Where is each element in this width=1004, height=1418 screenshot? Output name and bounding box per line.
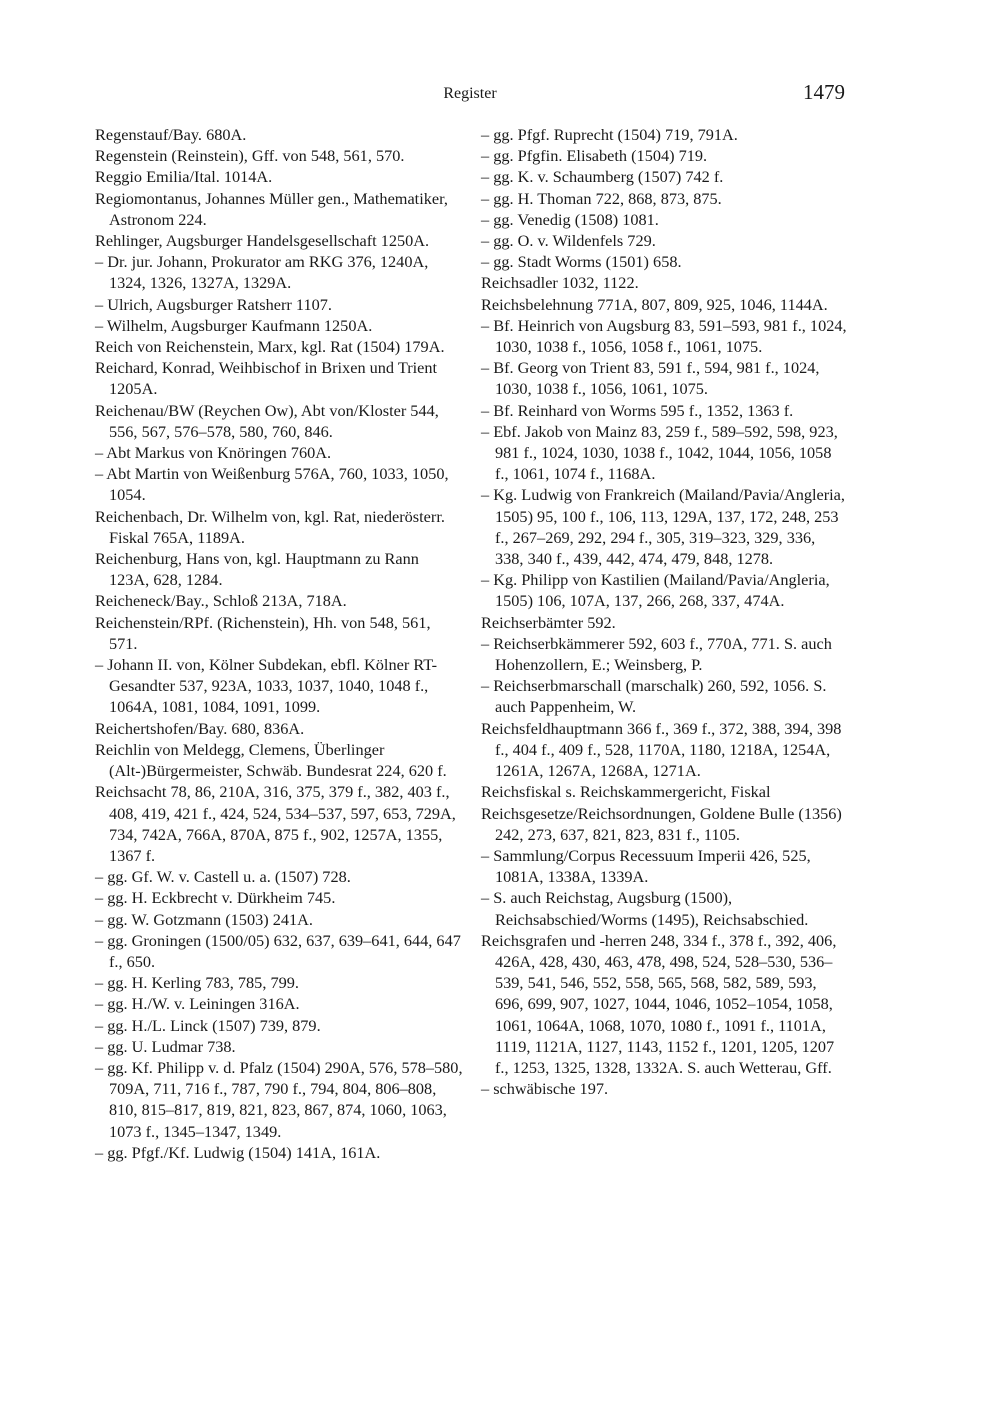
index-entry: – gg. Kf. Philipp v. d. Pfalz (1504) 290A, 576, 578–580, 709A, 711, 716 f., 787, 790 f., 794, 804, 806–808, 810, 815–817, 819, 821, 823, 867, 874, 1060, 1063, 1073 f., 1345–1347, 1349.	[95, 1057, 463, 1141]
index-entry: Reichserbämter 592.	[481, 612, 616, 632]
index-entry: – gg. Stadt Worms (1501) 658.	[481, 252, 682, 272]
running-title: Register	[443, 85, 497, 102]
index-entry: – Wilhelm, Augsburger Kaufmann 1250A.	[95, 315, 373, 335]
index-entry: – gg. Pfgf. Ruprecht (1504) 719, 791A.	[481, 125, 738, 144]
index-entry: – Abt Markus von Knöringen 760A.	[95, 443, 332, 463]
index-entry: – Bf. Reinhard von Worms 595 f., 1352, 1363 f.	[481, 400, 794, 420]
index-entry: Reichard, Konrad, Weihbischof in Brixen und Trient 1205A.	[95, 358, 438, 399]
index-entry: Reggio Emilia/Ital. 1014A.	[95, 167, 273, 187]
index-entry: Reichsfiskal s. Reichskammergericht, Fiskal	[481, 782, 771, 802]
index-column-right	[481, 124, 847, 1099]
index-entry: Reichsacht 78, 86, 210A, 316, 375, 379 f., 382, 403 f., 408, 419, 421 f., 424, 524, 534–537, 597, 653, 729A, 734, 742A, 766A, 870A, 875 f., 902, 1257A, 1355, 1367 f.	[95, 782, 456, 865]
index-entry: – Bf. Georg von Trient 83, 591 f., 594, 981 f., 1024, 1030, 1038 f., 1056, 1061, 1075.	[481, 358, 820, 399]
index-entry: Regenstauf/Bay. 680A.	[95, 125, 247, 144]
index-entry: – schwäbische 197.	[481, 1079, 609, 1099]
index-entry: – gg. O. v. Wildenfels 729.	[481, 231, 656, 251]
index-entry: – Kg. Philipp von Kastilien (Mailand/Pavia/Angleria, 1505) 106, 107A, 137, 266, 268, 337, 474A.	[481, 570, 830, 611]
index-entry: – Dr. jur. Johann, Prokurator am RKG 376, 1240A, 1324, 1326, 1327A, 1329A.	[95, 252, 429, 293]
index-entry: Regenstein (Reinstein), Gff. von 548, 561, 570.	[95, 146, 405, 166]
index-entry: – Reichserbmarschall (marschalk) 260, 592, 1056. S. auch Pappenheim, W.	[481, 676, 827, 717]
index-entry: Reichsadler 1032, 1122.	[481, 273, 639, 293]
index-entry: Reichsbelehnung 771A, 807, 809, 925, 1046, 1144A.	[481, 294, 828, 314]
index-entry: Reich von Reichenstein, Marx, kgl. Rat (1504) 179A.	[95, 337, 445, 357]
index-entry: – Johann II. von, Kölner Subdekan, ebfl. Kölner RT-Gesandter 537, 923A, 1033, 1037, 1040, 1048 f., 1064A, 1081, 1084, 1091, 1099.	[95, 655, 438, 717]
index-entry: Reichsgesetze/Reichsordnungen, Goldene Bulle (1356) 242, 273, 637, 821, 823, 831 f., 1105.	[481, 803, 842, 844]
index-entry: Reichsgrafen und -herren 248, 334 f., 378 f., 392, 406, 426A, 428, 430, 463, 478, 498, 524, 528–530, 536–539, 541, 546, 552, 558, 565, 568, 582, 589, 593, 696, 699, 907, 1027, 1044, 1046, 1052–1054, 1058, 1061, 1064A, 1068, 1070, 1080 f., 1091 f., 1101A, 1119, 1121A, 1127, 1143, 1152 f., 1201, 1205, 1207 f., 1253, 1325, 1328, 1332A. S. auch Wetterau, Gff.	[481, 930, 837, 1077]
index-entry: Reichsfeldhauptmann 366 f., 369 f., 372, 388, 394, 398 f., 404 f., 409 f., 528, 1170A, 1180, 1218A, 1254A, 1261A, 1267A, 1268A, 1271A.	[481, 718, 842, 781]
index-entry: Reichenbach, Dr. Wilhelm von, kgl. Rat, niederösterr. Fiskal 765A, 1189A.	[95, 506, 445, 547]
index-entry: Reichenburg, Hans von, kgl. Hauptmann zu Rann 123A, 628, 1284.	[95, 549, 419, 590]
index-entry: Reichertshofen/Bay. 680, 836A.	[95, 718, 305, 738]
index-entry: – S. auch Reichstag, Augsburg (1500), Reichsabschied/Worms (1495), Reichsabschied.	[481, 888, 809, 929]
index-entry: Rehlinger, Augsburger Handelsgesellschaft 1250A.	[95, 231, 430, 251]
index-entry: – gg. Pfgf./Kf. Ludwig (1504) 141A, 161A.	[95, 1142, 381, 1162]
index-entry: – gg. H. Eckbrecht v. Dürkheim 745.	[95, 888, 336, 908]
index-entry: – gg. H./W. v. Leiningen 316A.	[95, 994, 300, 1014]
index-entry: – Bf. Heinrich von Augsburg 83, 591–593, 981 f., 1024, 1030, 1038 f., 1056, 1058 f., 1061, 1075.	[481, 315, 847, 357]
page-header	[95, 80, 845, 110]
index-entry: – gg. W. Gotzmann (1503) 241A.	[95, 909, 313, 929]
index-entry: – Reichserbkämmerer 592, 603 f., 770A, 771. S. auch Hohenzollern, E.; Weinsberg, P.	[481, 633, 832, 675]
index-entry: – gg. U. Ludmar 738.	[95, 1036, 236, 1056]
index-entry: – gg. H./L. Linck (1507) 739, 879.	[95, 1015, 321, 1035]
index-entry: – gg. Groningen (1500/05) 632, 637, 639–641, 644, 647 f., 650.	[95, 930, 461, 971]
index-entry: Reicheneck/Bay., Schloß 213A, 718A.	[95, 591, 347, 611]
index-entry: – gg. Gf. W. v. Castell u. a. (1507) 728.	[95, 867, 351, 887]
index-entry: – gg. Pfgfin. Elisabeth (1504) 719.	[481, 146, 708, 166]
index-entry: – gg. H. Kerling 783, 785, 799.	[95, 973, 299, 993]
index-entry: – gg. H. Thoman 722, 868, 873, 875.	[481, 188, 722, 208]
index-entry: Reichlin von Meldegg, Clemens, Überlinger (Alt-)Bürgermeister, Schwäb. Bundesrat 224, 620 f.	[95, 739, 447, 781]
index-entry: Reichenau/BW (Reychen Ow), Abt von/Kloster 544, 556, 567, 576–578, 580, 760, 846.	[95, 400, 439, 441]
index-entry: – Abt Martin von Weißenburg 576A, 760, 1033, 1050, 1054.	[95, 464, 449, 505]
index-entry: – Sammlung/Corpus Recessuum Imperii 426, 525, 1081A, 1338A, 1339A.	[481, 845, 811, 887]
index-entry: – Ulrich, Augsburger Ratsherr 1107.	[95, 294, 332, 314]
index-entry: Reichenstein/RPf. (Richenstein), Hh. von 548, 561, 571.	[95, 612, 431, 653]
index-entry: Regiomontanus, Johannes Müller gen., Mathematiker, Astronom 224.	[95, 188, 448, 229]
index-entry: – gg. Venedig (1508) 1081.	[481, 209, 659, 229]
index-entry: – Ebf. Jakob von Mainz 83, 259 f., 589–592, 598, 923, 981 f., 1024, 1030, 1038 f., 1042, 1044, 1056, 1058 f., 1061, 1074 f., 1168A.	[481, 421, 838, 484]
index-entry: – Kg. Ludwig von Frankreich (Mailand/Pavia/Angleria, 1505) 95, 100 f., 106, 113, 129A, 137, 172, 248, 253 f., 267–269, 292, 294 f., 305, 319–323, 329, 336, 338, 340 f., 439, 442, 474, 479, 848, 1278.	[481, 485, 845, 569]
index-column-left	[95, 124, 463, 1163]
index-entry: – gg. K. v. Schaumberg (1507) 742 f.	[481, 167, 724, 187]
page-number: 1479	[803, 80, 845, 104]
